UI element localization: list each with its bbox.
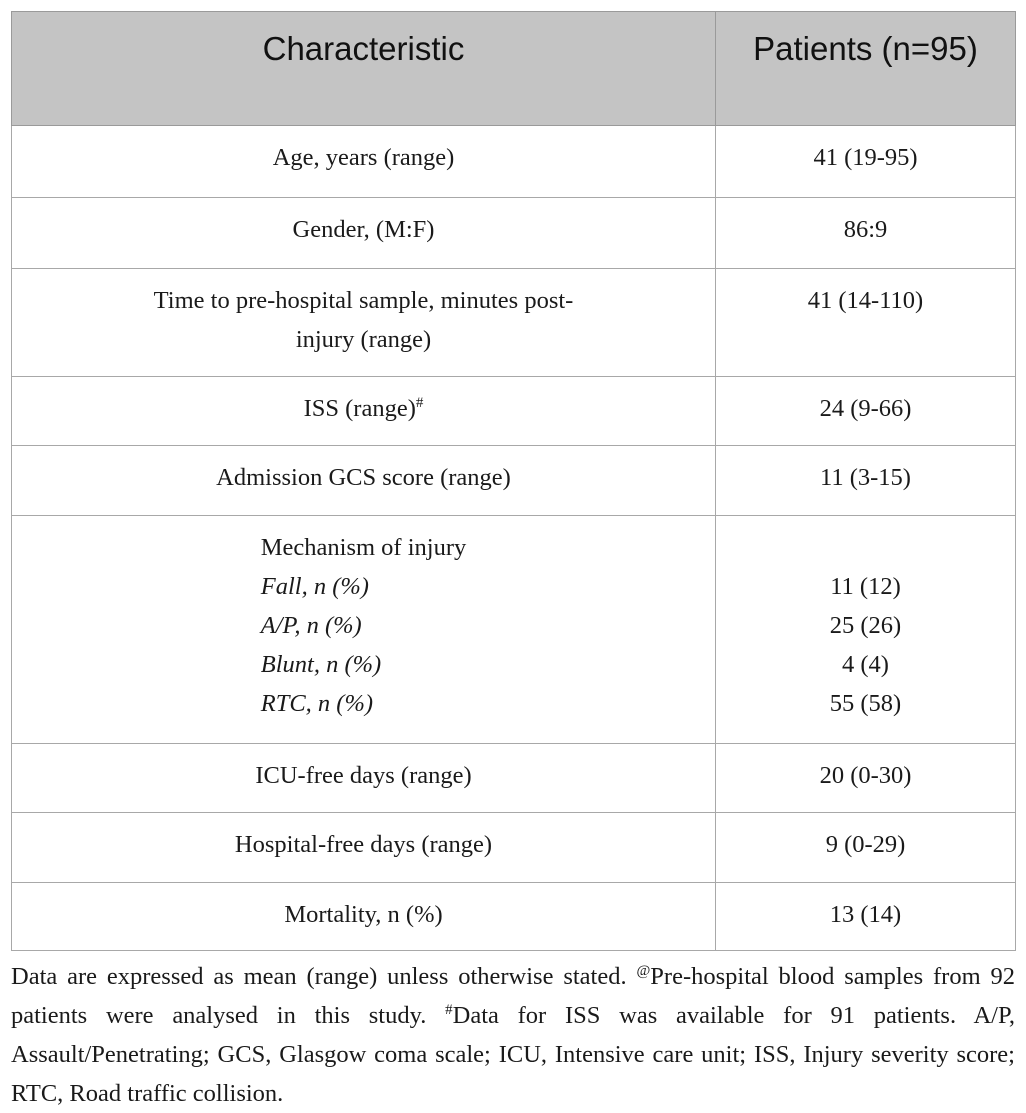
mechanism-subrow-value: 11 (12) xyxy=(830,573,901,600)
header-patients-line2: (n=95) xyxy=(881,30,978,67)
table-row xyxy=(12,744,1016,813)
mechanism-subrow-label: Blunt, n (%) xyxy=(260,651,382,678)
hash-superscript: # xyxy=(415,394,424,411)
mechanism-subrow-value: 4 (4) xyxy=(842,651,889,678)
characteristic-cell: Hospital-free days (range) xyxy=(12,813,716,883)
mechanism-subrow-label: A/P, n (%) xyxy=(260,612,362,639)
value-cell: 9 (0-29) xyxy=(716,813,1016,883)
header-patients xyxy=(716,12,1016,126)
table-footnote xyxy=(11,957,1015,1113)
characteristic-line: Time to pre-hospital sample, minutes post- xyxy=(153,287,574,314)
characteristic-cell: ICU-free days (range) xyxy=(12,744,716,813)
value-cell xyxy=(716,516,1016,744)
mechanism-blank-line xyxy=(728,528,1003,567)
mechanism-subrow-value: 55 (58) xyxy=(829,690,902,717)
value-cell: 11 (3-15) xyxy=(716,446,1016,516)
mechanism-subrow-label: RTC, n (%) xyxy=(260,690,374,717)
characteristics-table-container xyxy=(11,11,1015,951)
at-superscript: @ xyxy=(636,962,651,979)
table-row xyxy=(12,446,1016,516)
footnote-text-3: Data for ISS was available for 91 patients. A/P, Assault/Penetrating; GCS, Glasgow coma scale; ICU, Intensive care unit; ISS, Injury severity score; RTC, Road traffic collision. xyxy=(11,1002,1016,1107)
mechanism-heading: Mechanism of injury xyxy=(260,534,467,561)
table-row xyxy=(12,377,1016,446)
mechanism-block xyxy=(261,528,467,723)
characteristic-cell xyxy=(12,269,716,377)
value-cell: 13 (14) xyxy=(716,883,1016,951)
value-cell: 41 (14-110) xyxy=(716,269,1016,377)
table-row xyxy=(12,126,1016,198)
mechanism-subrow-label: Fall, n (%) xyxy=(260,573,369,600)
footnote-text-2: Pre-hospital blood samples from 92 patients were analysed in this study. xyxy=(11,963,1015,1029)
header-characteristic: Characteristic xyxy=(12,12,716,126)
patient-characteristics-table xyxy=(11,11,1016,951)
table-row xyxy=(12,883,1016,951)
table-row xyxy=(12,198,1016,269)
table-row xyxy=(12,516,1016,744)
value-cell: 86:9 xyxy=(716,198,1016,269)
hash-superscript: # xyxy=(445,1001,453,1018)
value-cell: 24 (9-66) xyxy=(716,377,1016,446)
value-cell: 41 (19-95) xyxy=(716,126,1016,198)
footnote-text-1: Data are expressed as mean (range) unless otherwise stated. xyxy=(11,963,637,990)
characteristic-line: injury (range) xyxy=(295,326,432,353)
characteristic-cell: Mortality, n (%) xyxy=(12,883,716,951)
value-cell: 20 (0-30) xyxy=(716,744,1016,813)
header-patients-line1: Patients xyxy=(753,30,873,67)
table-row xyxy=(12,269,1016,377)
characteristic-text: ISS (range) xyxy=(303,395,416,422)
characteristic-cell: Gender, (M:F) xyxy=(12,198,716,269)
characteristic-cell xyxy=(12,377,716,446)
table-header-row xyxy=(12,12,1016,126)
mechanism-subrow-value: 25 (26) xyxy=(829,612,902,639)
characteristic-cell: Age, years (range) xyxy=(12,126,716,198)
characteristic-cell xyxy=(12,516,716,744)
characteristic-cell: Admission GCS score (range) xyxy=(12,446,716,516)
table-row xyxy=(12,813,1016,883)
